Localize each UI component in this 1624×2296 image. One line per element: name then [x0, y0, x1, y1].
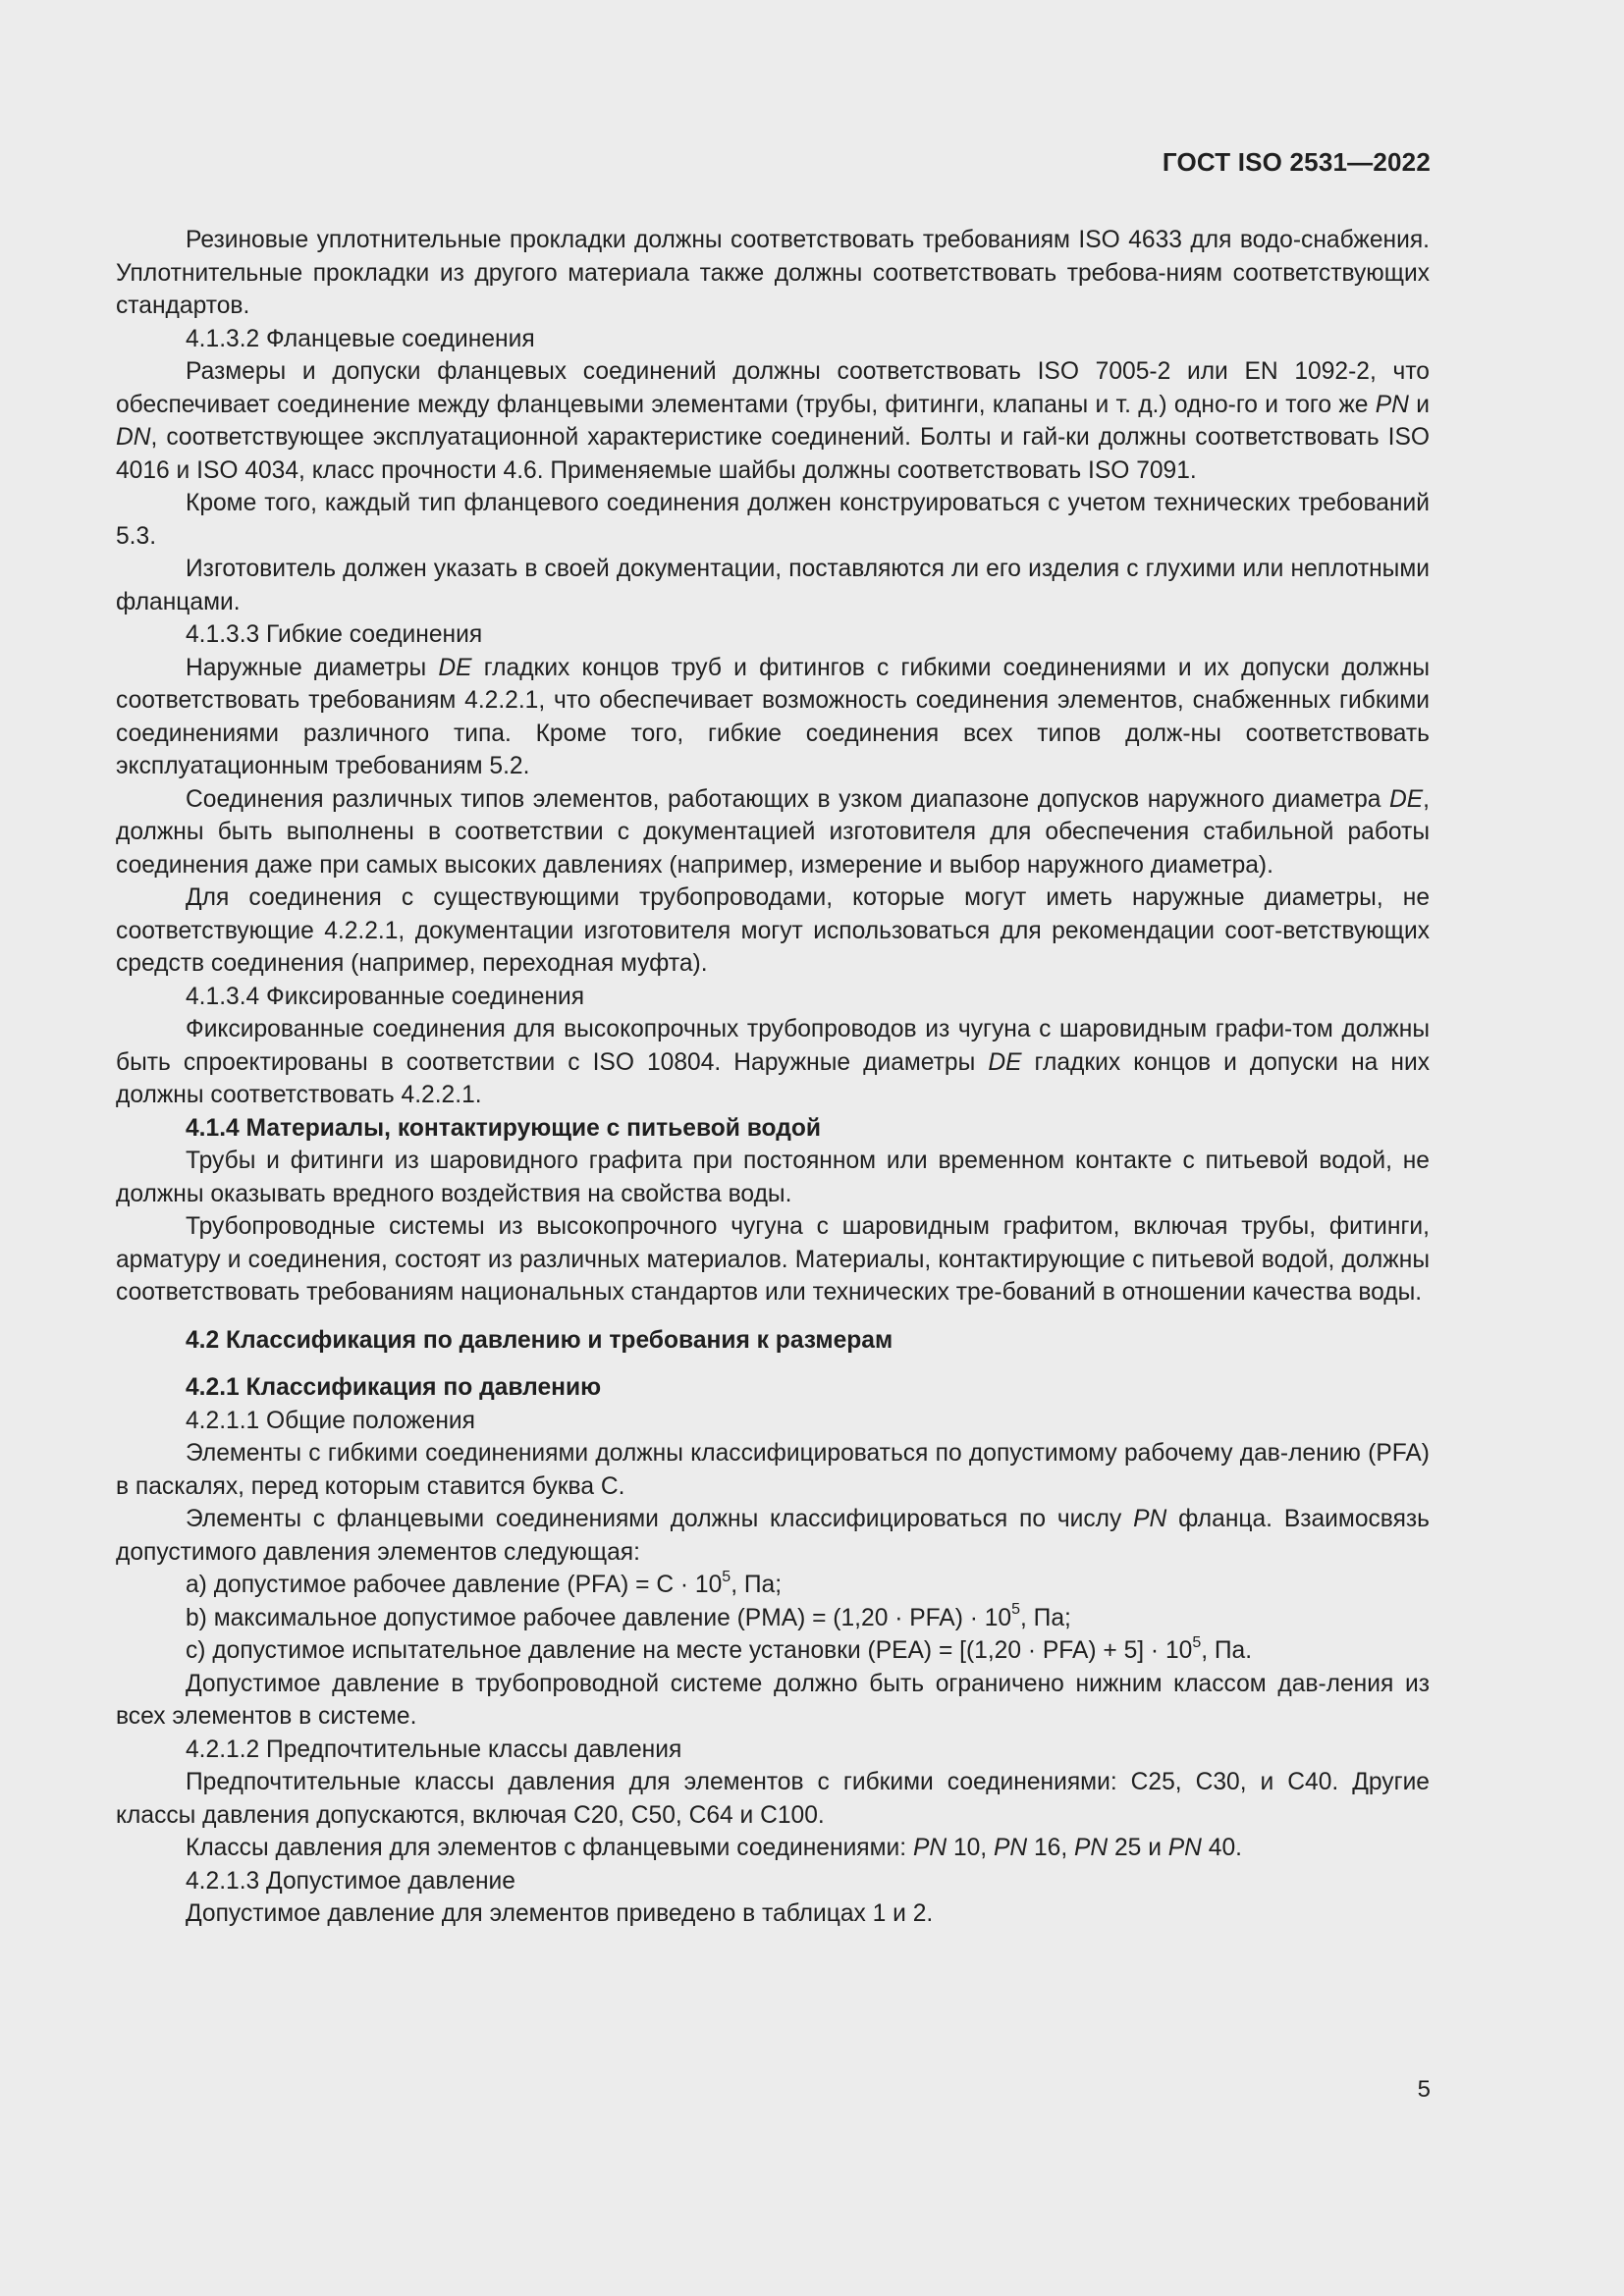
paragraph-drinking-water-1: Трубы и фитинги из шаровидного графита при постоянном или временном контакте с питьевой водой, не должны оказывать вредного воздействия на свойства воды. — [116, 1148, 1430, 1207]
heading-4-2-1-1: 4.2.1.1 Общие положения — [186, 1407, 475, 1434]
paragraph-existing-pipelines: Для соединения с существующими трубопроводами, которые могут иметь наружные диаметры, не соответствующие 4.2.2.1, документации изготовителя могут использоваться для рекомендации соот-ветствующих средств соединения (например, переходная муфта). — [116, 884, 1430, 977]
heading-4-2: 4.2 Классификация по давлению и требования к размерам — [186, 1326, 893, 1354]
document-body — [116, 224, 1430, 1931]
heading-4-1-3-4: 4.1.3.4 Фиксированные соединения — [186, 983, 585, 1010]
paragraph-pn-classification: Элементы с фланцевыми соединениями должны классифицироваться по числу PN фланца. Взаимосвязь допустимого давления элементов следующая: — [116, 1506, 1430, 1566]
paragraph-allowable-pressure: Допустимое давление для элементов приведено в таблицах 1 и 2. — [186, 1900, 934, 1927]
paragraph-preferred-classes: Предпочтительные классы давления для элементов с гибкими соединениями: С25, С30, и С40. Другие классы давления допускаются, включая С20, С50, С64 и С100. — [116, 1769, 1430, 1829]
paragraph-system-pressure: Допустимое давление в трубопроводной системе должно быть ограничено нижним классом дав-ления из всех элементов в системе. — [116, 1670, 1430, 1730]
list-item-b: b) максимальное допустимое рабочее давление $(PMA) = (1,20 \cdot PFA) \cdot 10^5$, Па; — [186, 1601, 1071, 1631]
paragraph-narrow-tolerance: Соединения различных типов элементов, работающих в узком диапазоне допусков наружного диаметра DE, должны быть выполнены в соответствии с документацией изготовителя для обеспечения стабильной работы соединения даже при самых высоких давлениях (например, измерение и выбор наружного диаметра). — [116, 785, 1430, 879]
heading-4-1-3-3: 4.1.3.3 Гибкие соединения — [186, 621, 483, 648]
paragraph-flange-docs: Изготовитель должен указать в своей документации, поставляются ли его изделия с глухими или неплотными фланцами. — [116, 556, 1430, 615]
heading-4-1-4: 4.1.4 Материалы, контактирующие с питьевой водой — [186, 1114, 821, 1142]
paragraph-flange-design: Кроме того, каждый тип фланцевого соединения должен конструироваться с учетом технических требований 5.3. — [116, 490, 1430, 550]
heading-4-2-1-2: 4.2.1.2 Предпочтительные классы давления — [186, 1735, 682, 1763]
paragraph-pfa-classification: Элементы с гибкими соединениями должны классифицироваться по допустимому рабочему дав-лению (PFA) в паскалях, перед которым ставится буква С. — [116, 1440, 1430, 1500]
heading-4-2-1: 4.2.1 Классификация по давлению — [186, 1374, 602, 1401]
document-header: ГОСТ ISO 2531—2022 — [1162, 147, 1431, 177]
paragraph-flange-classes: Классы давления для элементов с фланцевыми соединениями: PN 10, PN 16, PN 25 и PN 40. — [186, 1835, 1242, 1861]
page-number: 5 — [1417, 2076, 1431, 2103]
list-item-a: а) допустимое рабочее давление $(PFA) = С \cdot 10^5$, Па; — [186, 1568, 783, 1598]
paragraph-flange-dimensions: Размеры и допуски фланцевых соединений должны соответствовать ISO 7005-2 или EN 1092-2, что обеспечивает соединение между фланцевыми элементами (трубы, фитинги, клапаны и т. д.) одно-го и того же PN и DN, соответствующее эксплуатационной характеристике соединений. Болты и гай-ки должны соответствовать ISO 4016 и ISO 4034, класс прочности 4.6. Применяемые шайбы должны соответствовать ISO 7091. — [116, 358, 1430, 484]
paragraph-gaskets: Резиновые уплотнительные прокладки должны соответствовать требованиям ISO 4633 для водо-снабжения. Уплотнительные прокладки из другого материала также должны соответствовать требова-ниям соответствующих стандартов. — [116, 227, 1430, 319]
paragraph-flexible-diameters: Наружные диаметры DE гладких концов труб и фитингов с гибкими соединениями и их допуски должны соответствовать требованиям 4.2.2.1, что обеспечивает возможность соединения элементов, снабженных гибкими соединениями различного типа. Кроме того, гибкие соединения всех типов долж-ны соответствовать эксплуатационным требованиям 5.2. — [116, 654, 1430, 779]
paragraph-restrained-joints: Фиксированные соединения для высокопрочных трубопроводов из чугуна с шаровидным графи-том должны быть спроектированы в соответствии с ISO 10804. Наружные диаметры DE гладких концов и допуски на них должны соответствовать 4.2.2.1. — [116, 1016, 1430, 1108]
paragraph-drinking-water-2: Трубопроводные системы из высокопрочного чугуна с шаровидным графитом, включая трубы, фитинги, арматуру и соединения, состоят из различных материалов. Материалы, контактирующие с питьевой водой, должны соответствовать требованиям национальных стандартов или технических тре-бований в отношении качества воды. — [116, 1213, 1430, 1306]
heading-4-1-3-2: 4.1.3.2 Фланцевые соединения — [186, 325, 535, 352]
heading-4-2-1-3: 4.2.1.3 Допустимое давление — [186, 1867, 515, 1895]
list-item-c: с) допустимое испытательное давление на месте установки $(PEA) = [(1,20 \cdot PFA) + 5] \cdot 10^5$, Па. — [186, 1633, 1253, 1664]
